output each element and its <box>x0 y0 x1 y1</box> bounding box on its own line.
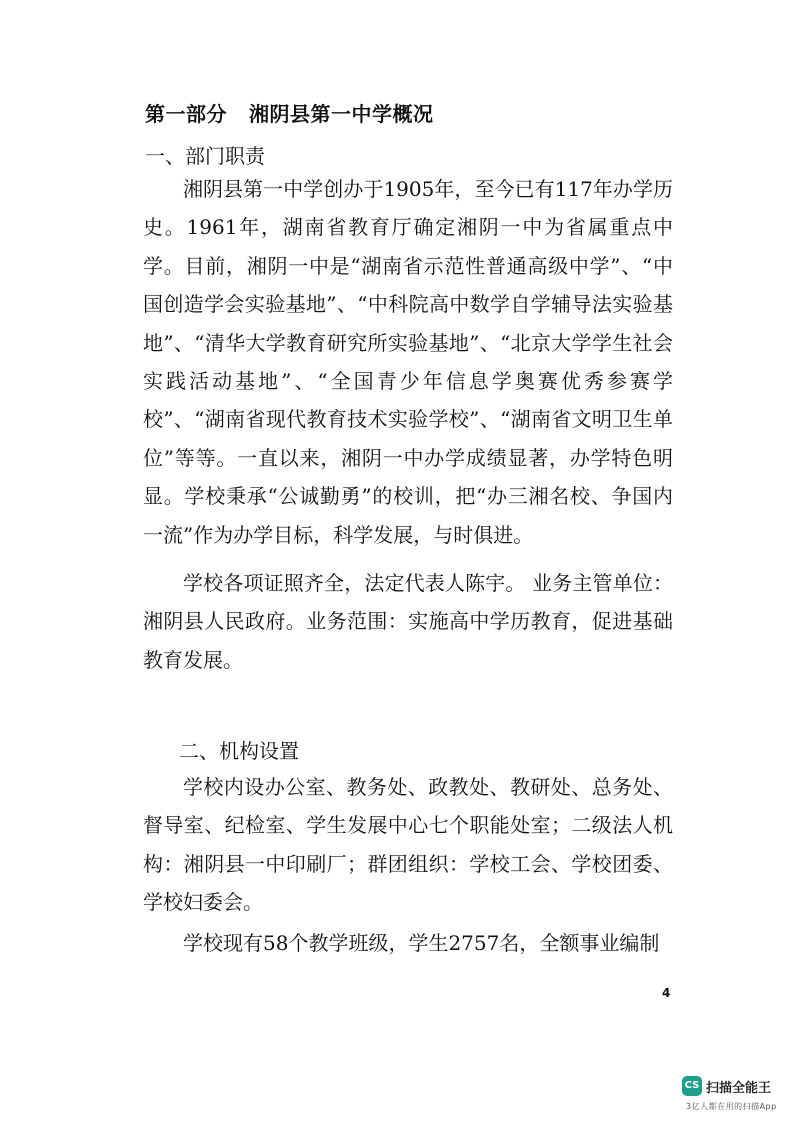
paragraph-departments: 学校内设办公室、教务处、政教处、教研处、总务处、督导室、纪检室、学生发展中心七个职能处室；二级法人机构：湘阴县一中印刷厂；群团组织：学校工会、学校团委、学校妇委会。 <box>143 775 673 915</box>
paragraph-school-history: 湘阴县第一中学创办于1905年，至今已有117年办学历史。1961年，湖南省教育厅确定湘阴一中为省属重点中学。目前，湘阴一中是“湖南省示范性普通高级中学”、“中国创造学会实验基地”、“中科院高中数学自学辅导法实验基地”、“清华大学教育研究所实验基地”、“北京大学学生社会实践活动基地”、“全国青少年信息学奥赛优秀参赛学校”、“湖南省现代教育技术实验学校”、“湖南省文明卫生单位”等等。一直以来，湘阴一中办学成绩显著，办学特色明显。学校秉承“公诚勤勇”的校训，把“办三湘名校、争国内一流”作为办学目标，科学发展，与时俱进。 <box>143 177 673 547</box>
scanner-watermark <box>682 1076 787 1116</box>
camscanner-logo-icon: CS <box>682 1076 702 1096</box>
page-heading <box>145 100 434 128</box>
heading-part: 第一部分 <box>145 102 227 126</box>
paragraph-legal-info: 学校各项证照齐全，法定代表人陈宇。 业务主管单位：湘阴县人民政府。业务范围：实施高中学历教育，促进基础教育发展。 <box>143 571 673 672</box>
heading-title: 湘阴县第一中学概况 <box>249 102 434 126</box>
page-number: 4 <box>662 986 671 1000</box>
section-title-organization: 二、机构设置 <box>179 739 299 763</box>
watermark-tagline: 3亿人都在用的扫描App <box>686 1102 777 1111</box>
paragraph-classes: 学校现有58个教学班级，学生2757名，全额事业编制 <box>183 931 660 955</box>
section-title-duties: 一、部门职责 <box>145 144 265 168</box>
watermark-app-name: 扫描全能王 <box>706 1081 772 1096</box>
